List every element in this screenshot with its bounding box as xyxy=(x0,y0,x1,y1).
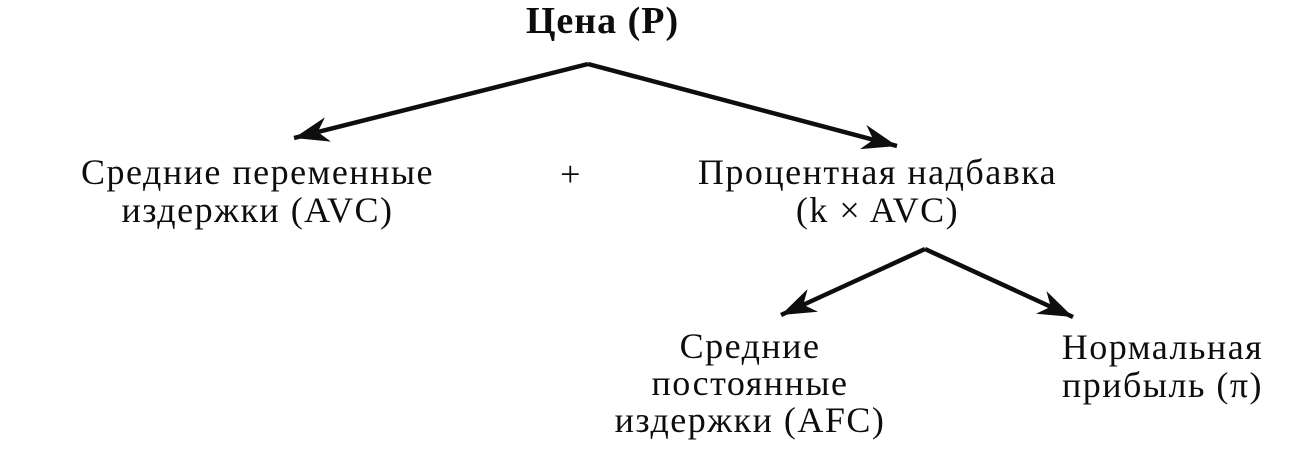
node-price-label: Цена (P) xyxy=(525,0,680,42)
node-percentage-markup xyxy=(655,153,1100,229)
node-profit-label-line2: прибыль (π) xyxy=(1061,365,1264,405)
edge-markup-to-profit-arrow xyxy=(925,249,1073,317)
node-markup-label-line2: (k × AVC) xyxy=(795,190,960,230)
plus-operator-label: + xyxy=(560,154,582,194)
edge-markup-to-afc-arrow xyxy=(781,249,925,315)
node-afc-label-line3: издержки (AFC) xyxy=(614,400,886,440)
node-afc-label-line1: Средние xyxy=(679,326,821,366)
node-price xyxy=(430,2,775,40)
node-avc-label-line1: Средние переменные xyxy=(80,152,435,192)
edge-price-to-markup-arrow xyxy=(588,64,897,146)
edge-price-to-avc-arrow xyxy=(294,64,588,138)
node-normal-profit xyxy=(1005,328,1289,404)
node-average-variable-costs xyxy=(35,153,480,229)
node-profit-label-line1: Нормальная xyxy=(1061,327,1264,367)
plus-operator xyxy=(536,155,606,193)
node-average-fixed-costs xyxy=(590,328,910,439)
node-markup-label-line1: Процентная надбавка xyxy=(697,152,1058,192)
node-afc-label-line2: постоянные xyxy=(651,363,849,403)
node-avc-label-line2: издержки (AVC) xyxy=(121,190,394,230)
